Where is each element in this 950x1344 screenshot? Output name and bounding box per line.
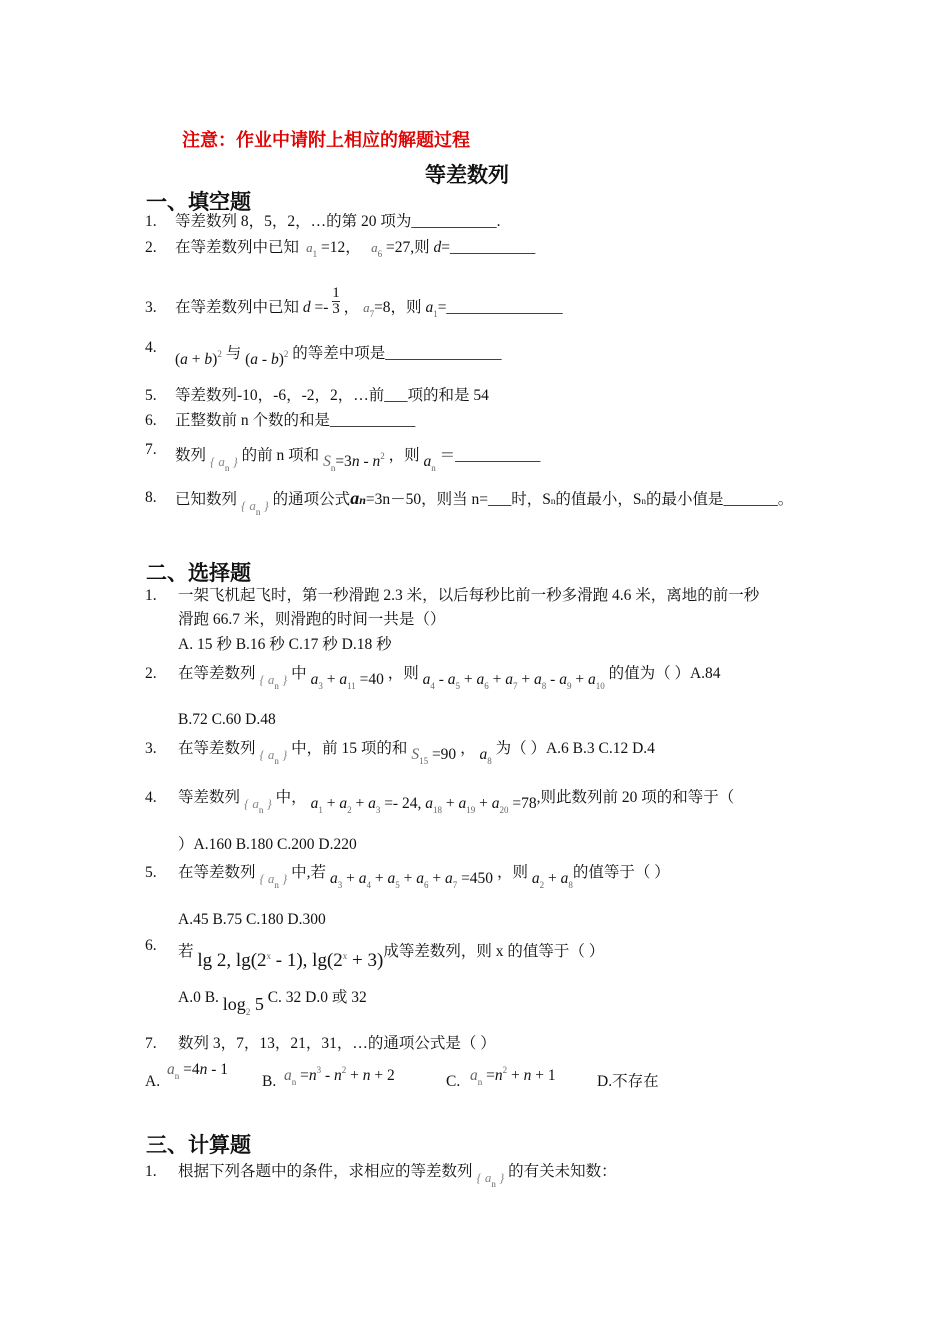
choice-q1-line2: 滑跑 66.7 米，则滑跑的时间一共是（） [178, 611, 446, 628]
math-fraction-one-third: $\frac{1}{3}$ [332, 284, 340, 317]
choice-q2-options: B.72 C.60 D.48 [178, 711, 276, 728]
math-option-b: $a_n =n^3 - n^2 + n + 2$ [284, 1065, 395, 1087]
math-sequence-an: { an } [259, 672, 288, 691]
math-a1: $a_1$ [425, 299, 438, 319]
math-sum-conditions: $a_1 + a_2 + a_3 =- 24$, $a_{18} + a_{19} + a_{20} =78$ [310, 795, 537, 815]
choice-q1-options: A. 15 秒 B.16 秒 C.17 秒 D.18 秒 [178, 636, 392, 653]
math-a1: $a_1$ [302, 240, 318, 259]
math-a3-to-a7-sum: $a_3 + a_4 + a_5 + a_6 + a_7 =450$ [329, 870, 494, 890]
choice-q7-options: A. $a_n =4n - 1$ B. $a_n =n^3 - n^2 + n + 2$ C. $a_n =n^2 + n + 1$ D.不存在 [145, 1061, 659, 1090]
section-fill-heading: 一、填空题 [146, 190, 251, 214]
math-bold-an: an [350, 488, 366, 508]
choice-q4-options: ）A.160 B.180 C.200 D.220 [178, 836, 357, 853]
choice-q6-options: A.0 B. $\log_2 5$ C. 32 D.0 或 32 [178, 989, 367, 1017]
math-a3-plus-a11: $a_3 + a_{11} =40$ [310, 671, 384, 691]
document-page: 注意：作业中请附上相应的解题过程 等差数列 一、填空题 1. 等差数列 8，5，2，…的第 20 项为___________. 2. 在等差数列中已知 $a_1 =12$， $a_6 =27$,则 d=___________ 3. 在等差数列中已知 d =- $\frac{1}{3}$ ， $a_7=8$，则 $a_1=\_\_\_\_\_\_\_\_\_\_\_\_\_\_\_$ 4. $(a + b)^2$ 与 (a - b)$^2$ 的等差中项是_______________ 5. 等差数列-10，-6，-2，2，…前___项的和是 54 6. 正整数前 n 个数的和是___________ 7. 数列 $_{\{ a_n \}}$ 的前 n 项和 $S_n=3n - n^2$ ，则 $a_n$ ＝___________ 8. 已知数列 $_{\{ a_n \}}$ 的通项公式an=3n－50，则当 n=___时，Sn的值最小，Sn的最小值是_______。 二、选择题 1. 一架飞机起飞时，第一秒滑跑 2.3 米，以后每秒比前一秒多滑跑 4.6 米，离地的前一秒 滑跑 66.7 米，则滑跑的时间一共是（） A. 15 秒 B.16 秒 C.17 秒 D.18 秒 2. 在等差数列 $_{\{ a_n \}}$ 中 $a_3 + a_{11} =40$ ，则 $a_4 - a_5 + a_6 + a_7 + a_8 - a_9 + a_{10}$ 的值为（ ）A.84 B.72 C.60 D.48 3. 在等差数列 $_{\{ a_n \}}$ 中，前 15 项的和 $S_{15} =90$ ， $a_8$ 为（ ）A.6 B.3 C.12 D.4 4. 等差数列 $_{\{ a_n \}}$ 中， $a_1 + a_2 + a_3 =- 24$, $a_{18} + a_{19} + a_{20} =78$,则此数列前 20 项的和等于（ ）A.160 B.180 C.200 D.220 5. 在等差数列 $_{\{ a_n \}}$ 中,若 $a_3 + a_4 + a_5 + a_6 + a_7 =450$ ，则 $a_2 + a_8$的值等于（ ） A.45 B.75 C.180 D.300 6. 若 lg 2, lg(2$^x$ - 1), $\lg(2^x + 3)$成等差数列，则 x 的值等于（ ） A.0 B. $\log_2 5$ C. 32 D.0 或 32 7. 数列 3，7，13，21，31，…的通项公式是（ ） A. $a_n =4n - 1$ B. $a_n =n^3 - n^2 + n + 2$ C. $a_n =n^2 + n + 1$ D.不存在 三、计算题 1. 根据下列各题中的条件，求相应的等差数列 $_{\{ a_n \}}$ 的有关未知数： [0, 0, 950, 1344]
page-title: 等差数列 [425, 163, 509, 187]
math-sequence-an: { an } [259, 871, 288, 890]
math-a6: $a_6$ [364, 240, 383, 259]
math-a-minus-b-squared: (a - b)$^2$ [245, 349, 289, 368]
math-a7: $a_7$ [363, 300, 375, 319]
math-log-sequence: lg 2, lg(2$^x$ - 1), $\lg(2^x + 3)$ [197, 950, 384, 971]
math-a4-expression: $a_4 - a_5 + a_6 + a_7 + a_8 - a_9 + a_{10}$ [422, 671, 605, 691]
section-choice-heading: 二、选择题 [146, 561, 251, 585]
math-d: d [302, 299, 315, 316]
choice-q5-options: A.45 B.75 C.180 D.300 [178, 911, 326, 928]
math-sequence-an: { an } [240, 498, 269, 517]
section-calc-heading: 三、计算题 [146, 1133, 251, 1157]
notice: 注意：作业中请附上相应的解题过程 [182, 130, 470, 151]
math-option-a: $a_n =4n - 1$ [167, 1061, 229, 1081]
math-log2-5: $\log_2 5$ [222, 994, 264, 1017]
math-sequence-an: { an } [243, 796, 272, 815]
math-a-plus-b-squared: $(a + b)^2$ [175, 349, 222, 368]
math-a8: $a_8$ [479, 746, 492, 766]
math-sn-formula: $S_n=3n - n^2$ [323, 451, 385, 473]
math-a2-plus-a8: $a_2 + a_8$ [531, 870, 573, 890]
math-an: $a_n$ [423, 453, 436, 473]
math-s15: $S_{15} =90$ [411, 746, 457, 766]
math-sequence-an: { an } [259, 747, 288, 766]
math-sequence-an: { an } [476, 1170, 505, 1189]
math-option-c: $a_n =n^2 + n + 1$ [470, 1065, 556, 1087]
math-sequence-an: { an } [209, 454, 238, 473]
